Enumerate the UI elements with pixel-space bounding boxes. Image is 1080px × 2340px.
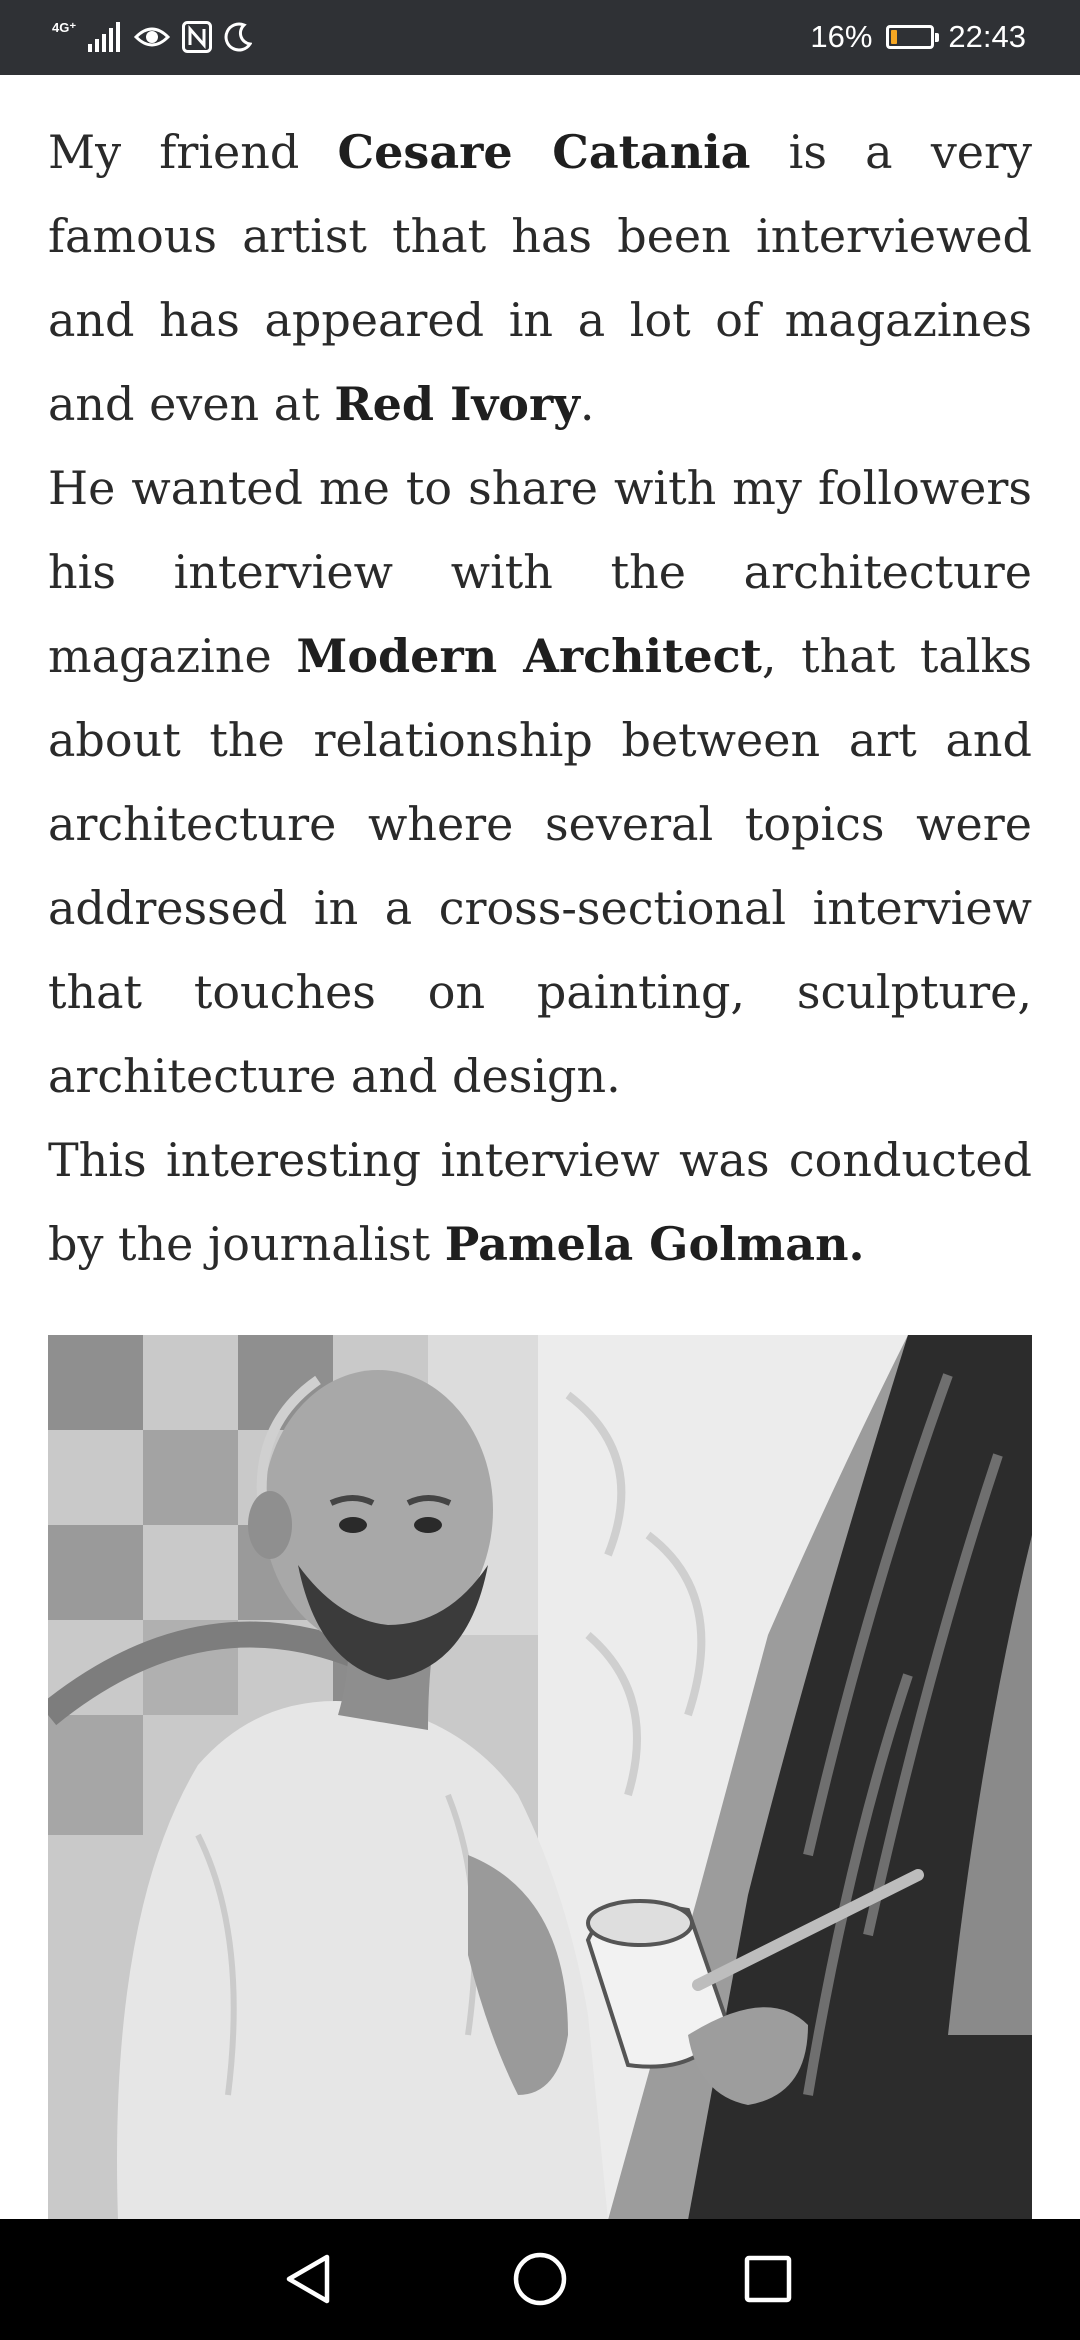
status-bar bbox=[0, 0, 1080, 75]
text-span: . bbox=[579, 377, 595, 431]
moon-icon bbox=[224, 22, 252, 52]
recents-icon bbox=[744, 2255, 792, 2303]
bold-venue-name: Red Ivory bbox=[334, 377, 580, 431]
text-span: My friend bbox=[48, 125, 338, 179]
nav-back-button[interactable] bbox=[278, 2249, 338, 2309]
article-body bbox=[48, 110, 1032, 1286]
article-paragraph-1 bbox=[48, 110, 1032, 446]
artist-photo-illustration bbox=[48, 1335, 1032, 2220]
article-paragraph-2 bbox=[48, 446, 1032, 1118]
status-icons-left bbox=[52, 16, 252, 58]
clock: 22:43 bbox=[948, 19, 1026, 54]
nfc-icon bbox=[182, 21, 212, 53]
article-paragraph-3 bbox=[48, 1118, 1032, 1286]
eye-icon bbox=[134, 23, 170, 51]
text-span: He wanted me to share with my followers his interview with the architecture magazine bbox=[48, 461, 1032, 683]
text-span: , that talks about the relationship between art and architecture where several topics were addressed in a cross-sectional interview that touches on painting, sculpture, architecture and design. bbox=[48, 629, 1032, 1103]
bold-artist-name: Cesare Catania bbox=[337, 125, 751, 179]
back-icon bbox=[283, 2253, 333, 2305]
bold-journalist-name: Pamela Golman. bbox=[444, 1217, 865, 1271]
home-icon bbox=[512, 2251, 568, 2307]
battery-percent: 16% bbox=[810, 19, 873, 54]
status-icons-right bbox=[810, 16, 1026, 58]
bold-magazine-name: Modern Architect bbox=[296, 629, 762, 683]
battery-level bbox=[891, 30, 897, 44]
network-type-label: 4G⁺ bbox=[52, 19, 77, 35]
text-span: This interesting interview was conducted by the journalist bbox=[48, 1133, 1032, 1271]
nav-recents-button[interactable] bbox=[738, 2249, 798, 2309]
text-span: is a very famous artist that has been interviewed and has appeared in a lot of magazines and even at bbox=[48, 125, 1033, 431]
signal-icon bbox=[88, 22, 122, 52]
artist-photo[interactable] bbox=[48, 1335, 1032, 2220]
battery-icon bbox=[886, 25, 934, 49]
nav-home-button[interactable] bbox=[510, 2249, 570, 2309]
navigation-bar bbox=[0, 2219, 1080, 2340]
